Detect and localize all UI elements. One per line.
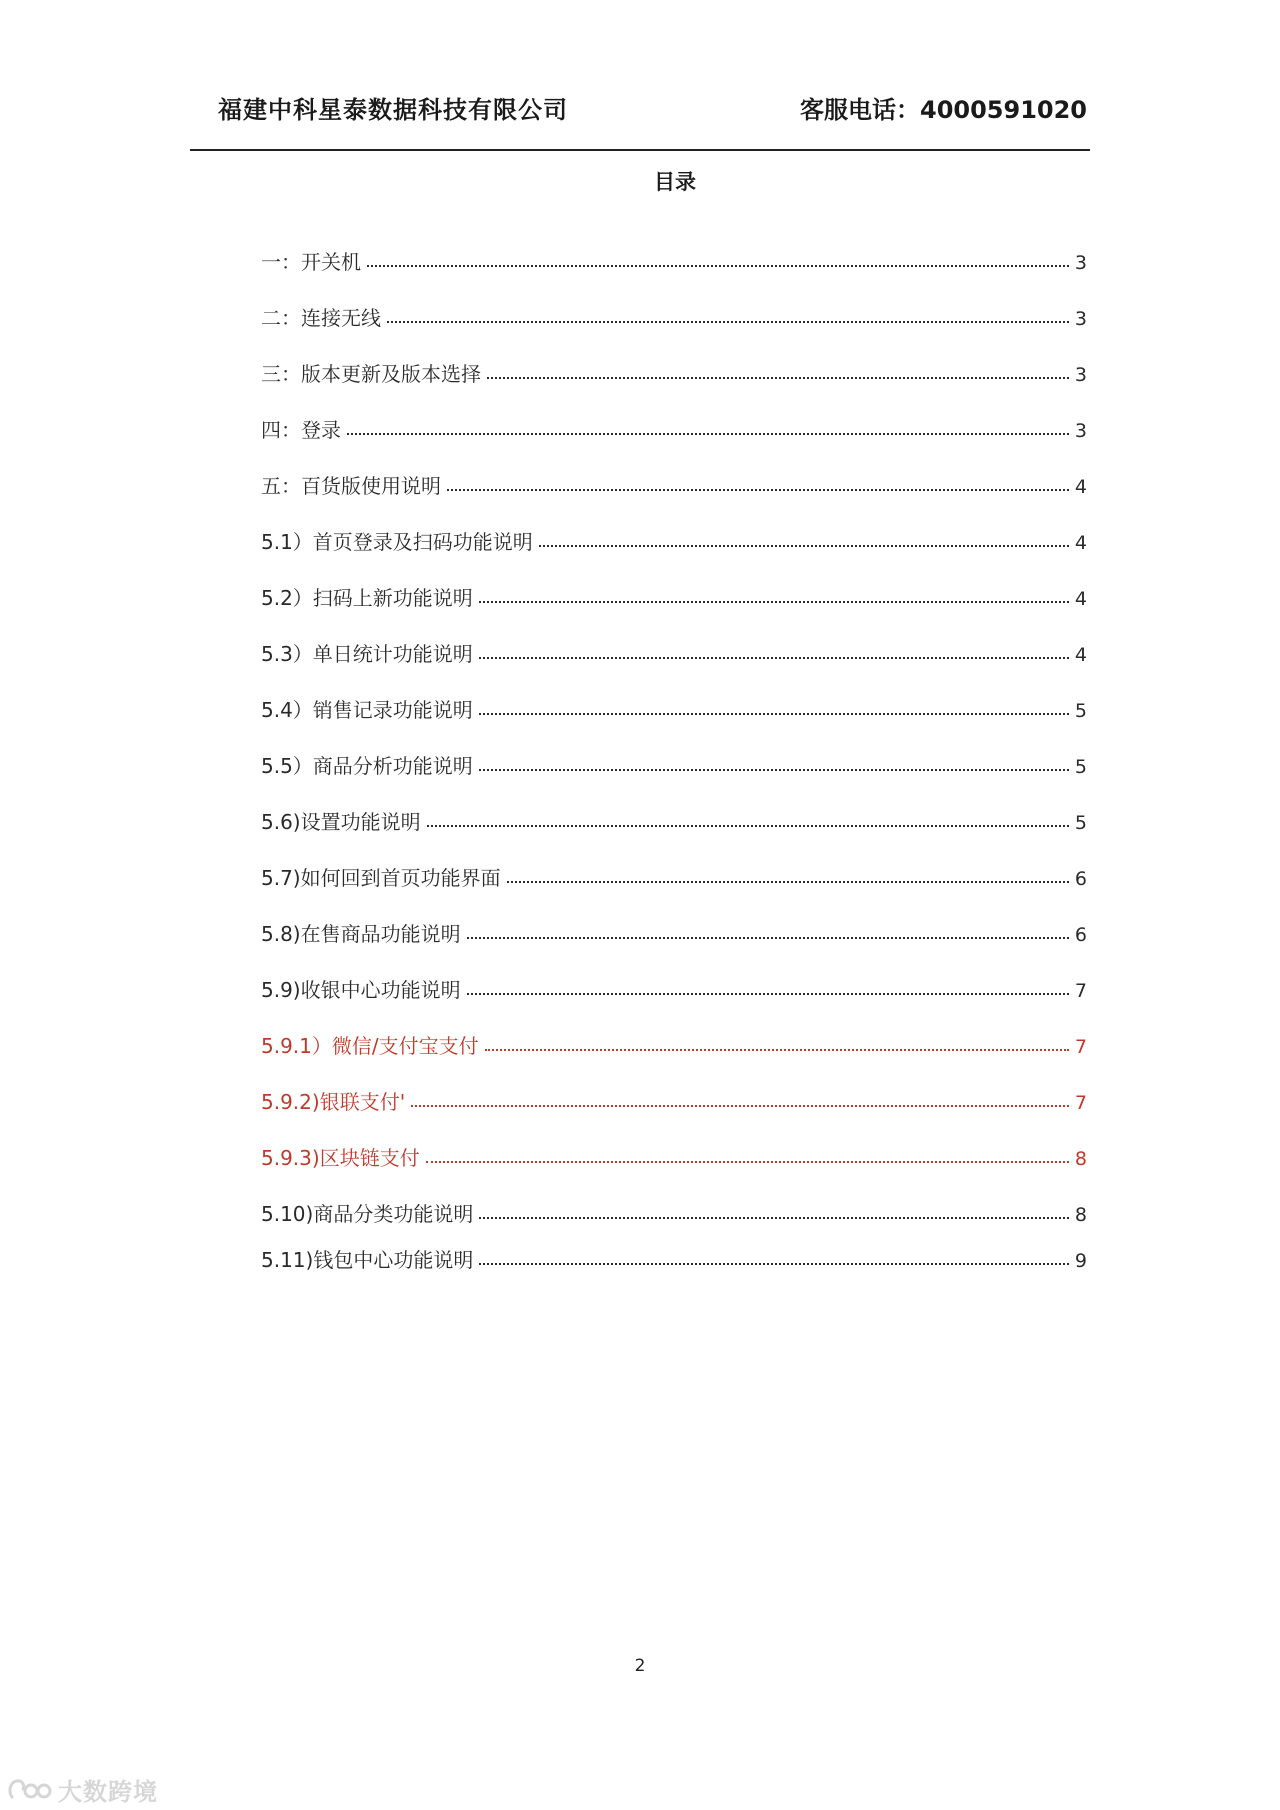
company-name: 福建中科星泰数据科技有限公司 <box>218 96 568 124</box>
toc-leader-dots <box>539 545 1069 547</box>
toc-entry[interactable] <box>261 862 1087 896</box>
customer-service-phone: 客服电话：4000591020 <box>800 96 1087 124</box>
toc-leader-dots <box>427 825 1069 827</box>
toc-entry-label: 四：登录 <box>261 418 341 442</box>
page-number: 2 <box>634 1656 646 1676</box>
toc-entry[interactable] <box>261 414 1087 448</box>
toc-entry[interactable] <box>261 1142 1087 1176</box>
toc-entry-label: 5.1）首页登录及扫码功能说明 <box>261 530 533 554</box>
toc-entry-label: 5.9.3)区块链支付 <box>261 1146 420 1170</box>
toc-leader-dots <box>387 321 1069 323</box>
toc-entry-page: 3 <box>1074 308 1087 330</box>
toc-entry-page: 4 <box>1074 476 1087 498</box>
toc-entry-label: 二：连接无线 <box>261 306 381 330</box>
toc-entry[interactable] <box>261 1244 1087 1278</box>
toc-entry-page: 4 <box>1074 532 1087 554</box>
toc-entry-page: 4 <box>1074 644 1087 666</box>
toc-entry-page: 6 <box>1074 868 1087 890</box>
toc-entry-label: 5.5）商品分析功能说明 <box>261 754 473 778</box>
toc-entry-page: 5 <box>1074 700 1087 722</box>
toc-entry-label: 5.11)钱包中心功能说明 <box>261 1248 474 1272</box>
toc-leader-dots <box>479 601 1069 603</box>
toc-entry-label: 三：版本更新及版本选择 <box>261 362 481 386</box>
logo-icon <box>6 1777 52 1803</box>
toc-entry[interactable] <box>261 582 1087 616</box>
toc-leader-dots <box>487 377 1069 379</box>
toc-entry[interactable] <box>261 974 1087 1008</box>
toc-entry-label: 5.4）销售记录功能说明 <box>261 698 473 722</box>
toc-leader-dots <box>426 1161 1069 1163</box>
toc-entry-page: 6 <box>1074 924 1087 946</box>
header-divider <box>190 149 1090 151</box>
toc-entry-page: 7 <box>1074 1036 1087 1058</box>
toc-leader-dots <box>367 265 1069 267</box>
toc-entry[interactable] <box>261 302 1087 336</box>
toc-entry-label: 五：百货版使用说明 <box>261 474 441 498</box>
toc-entry-page: 7 <box>1074 980 1087 1002</box>
toc-entry[interactable] <box>261 918 1087 952</box>
toc-entry-label: 5.9.1）微信/支付宝支付 <box>261 1034 479 1058</box>
toc-entry[interactable] <box>261 1030 1087 1064</box>
toc-entry[interactable] <box>261 1086 1087 1120</box>
toc-entry-label: 5.6)设置功能说明 <box>261 810 421 834</box>
toc-entry-label: 5.9.2)银联支付' <box>261 1090 406 1114</box>
toc-entry[interactable] <box>261 1198 1087 1232</box>
toc-entry-label: 一：开关机 <box>261 250 361 274</box>
toc-entry[interactable] <box>261 358 1087 392</box>
toc-entry-label: 5.9)收银中心功能说明 <box>261 978 461 1002</box>
toc-title: 目录 <box>654 170 696 194</box>
toc-leader-dots <box>447 489 1069 491</box>
toc-entry-page: 9 <box>1074 1250 1087 1272</box>
toc-leader-dots <box>479 769 1069 771</box>
toc-leader-dots <box>507 881 1069 883</box>
toc-entry-label: 5.3）单日统计功能说明 <box>261 642 473 666</box>
toc-entry-label: 5.10)商品分类功能说明 <box>261 1202 474 1226</box>
toc-leader-dots <box>467 993 1069 995</box>
watermark <box>6 1772 158 1807</box>
toc-leader-dots <box>347 433 1069 435</box>
toc-entry-page: 8 <box>1074 1148 1087 1170</box>
toc-entry-page: 8 <box>1074 1204 1087 1226</box>
toc-entry-page: 4 <box>1074 588 1087 610</box>
toc-entry-label: 5.7)如何回到首页功能界面 <box>261 866 501 890</box>
toc-entry-label: 5.8)在售商品功能说明 <box>261 922 461 946</box>
toc-entry[interactable] <box>261 638 1087 672</box>
toc-entry-page: 5 <box>1074 812 1087 834</box>
watermark-text: 大数跨境 <box>58 1778 158 1806</box>
toc-entry[interactable] <box>261 246 1087 280</box>
toc-entry-page: 7 <box>1074 1092 1087 1114</box>
toc-leader-dots <box>479 657 1069 659</box>
toc-entry-page: 3 <box>1074 364 1087 386</box>
toc-leader-dots <box>479 713 1069 715</box>
toc-entry[interactable] <box>261 470 1087 504</box>
toc-entry[interactable] <box>261 806 1087 840</box>
toc-entry[interactable] <box>261 526 1087 560</box>
toc-entry[interactable] <box>261 694 1087 728</box>
toc-leader-dots <box>467 937 1069 939</box>
toc-leader-dots <box>479 1217 1069 1219</box>
toc-entry-page: 5 <box>1074 756 1087 778</box>
toc-entry[interactable] <box>261 750 1087 784</box>
toc-entry-page: 3 <box>1074 420 1087 442</box>
toc-entry-label: 5.2）扫码上新功能说明 <box>261 586 473 610</box>
toc-entry-page: 3 <box>1074 252 1087 274</box>
toc-leader-dots <box>479 1263 1069 1265</box>
toc-leader-dots <box>411 1105 1069 1107</box>
toc-leader-dots <box>485 1049 1069 1051</box>
